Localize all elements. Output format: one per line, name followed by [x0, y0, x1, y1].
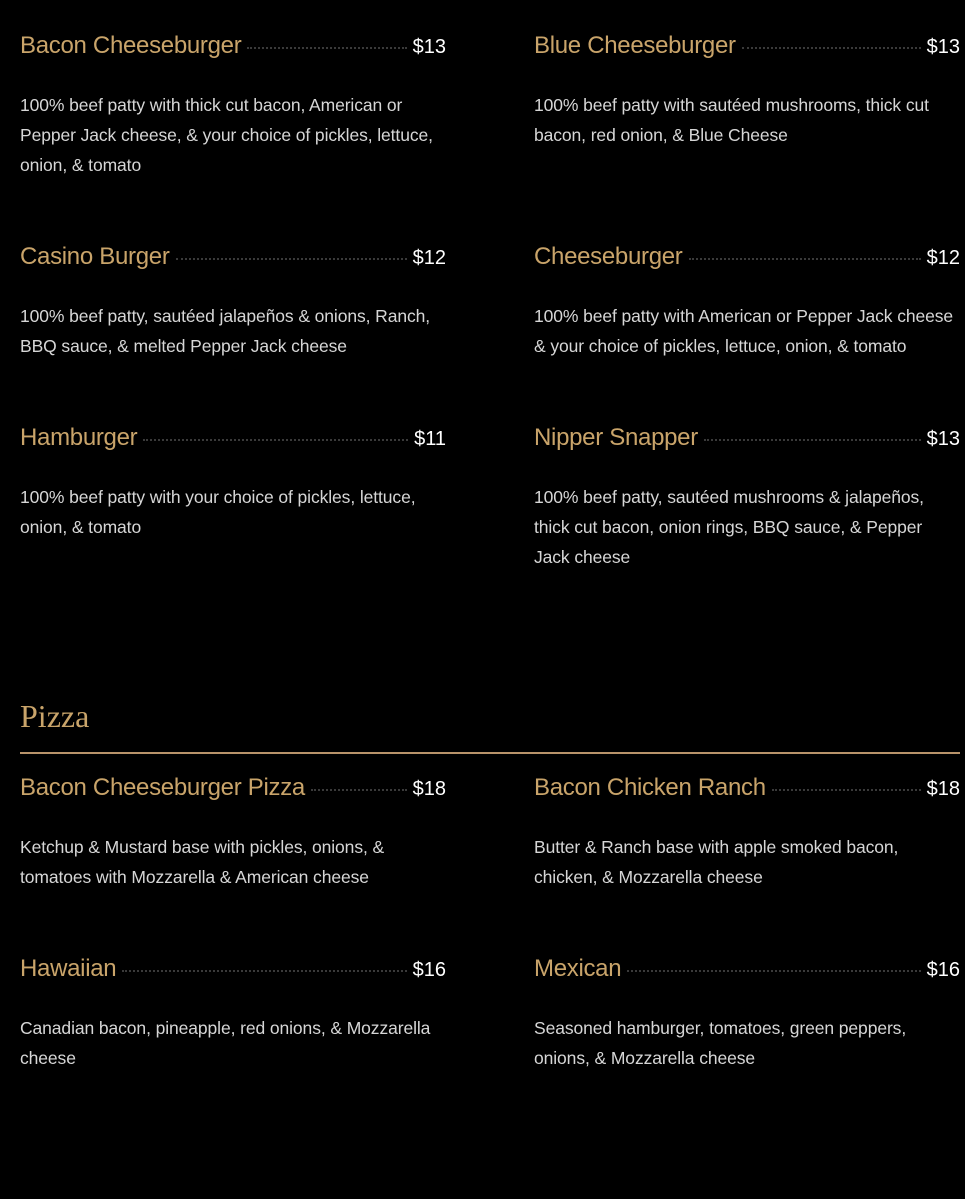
item-description: Ketchup & Mustard base with pickles, onions, & tomatoes with Mozzarella & American cheese — [20, 837, 385, 887]
item-description: Canadian bacon, pineapple, red onions, & Mozzarella cheese — [20, 1018, 431, 1068]
item-price: $13 — [926, 428, 960, 450]
menu-item-blue-cheeseburger — [534, 32, 960, 150]
dot-leader — [704, 439, 921, 441]
dot-leader — [122, 970, 406, 972]
item-price: $16 — [926, 959, 960, 981]
item-price: $18 — [926, 778, 960, 800]
item-name: Blue Cheeseburger — [534, 32, 736, 59]
item-description: Butter & Ranch base with apple smoked bacon, chicken, & Mozzarella cheese — [534, 837, 899, 887]
item-name: Casino Burger — [20, 243, 170, 270]
menu-item-bacon-chicken-ranch — [534, 774, 960, 892]
item-name: Bacon Chicken Ranch — [534, 774, 766, 801]
item-price: $11 — [414, 428, 446, 450]
item-description: 100% beef patty with sautéed mushrooms, thick cut bacon, red onion, & Blue Cheese — [534, 95, 929, 145]
dot-leader — [247, 47, 406, 49]
item-name: Mexican — [534, 955, 622, 982]
item-price: $13 — [412, 36, 446, 58]
item-description: 100% beef patty, sautéed jalapeños & onions, Ranch, BBQ sauce, & melted Pepper Jack cheese — [20, 306, 431, 356]
item-price: $12 — [926, 247, 960, 269]
menu-item-hawaiian — [20, 955, 446, 1073]
menu-item-bacon-cheeseburger-pizza — [20, 774, 446, 892]
item-price: $12 — [412, 247, 446, 269]
menu-item-bacon-cheeseburger — [20, 32, 446, 180]
menu-item-nipper-snapper — [534, 424, 960, 572]
item-description: 100% beef patty, sautéed mushrooms & jalapeños, thick cut bacon, onion rings, BBQ sauce, & Pepper Jack cheese — [534, 487, 924, 567]
menu-item-casino-burger — [20, 243, 446, 361]
menu-item-mexican — [534, 955, 960, 1073]
item-name: Bacon Cheeseburger — [20, 32, 242, 59]
item-name: Hamburger — [20, 424, 138, 451]
dot-leader — [176, 258, 407, 260]
dot-leader — [742, 47, 921, 49]
item-description: 100% beef patty with American or Pepper Jack cheese & your choice of pickles, lettuce, onion, & tomato — [534, 306, 954, 356]
dot-leader — [143, 439, 408, 441]
item-name: Nipper Snapper — [534, 424, 698, 451]
menu-item-cheeseburger — [534, 243, 960, 361]
item-name: Cheeseburger — [534, 243, 683, 270]
item-price: $13 — [926, 36, 960, 58]
item-name: Hawaiian — [20, 955, 117, 982]
dot-leader — [689, 258, 921, 260]
dot-leader — [311, 789, 407, 791]
section-title-pizza: Pizza — [20, 698, 90, 734]
item-price: $16 — [412, 959, 446, 981]
item-description: Seasoned hamburger, tomatoes, green peppers, onions, & Mozzarella cheese — [534, 1018, 907, 1068]
item-description: 100% beef patty with your choice of pickles, lettuce, onion, & tomato — [20, 487, 416, 537]
item-price: $18 — [412, 778, 446, 800]
item-name: Bacon Cheeseburger Pizza — [20, 774, 305, 801]
section-divider — [20, 752, 960, 754]
dot-leader — [627, 970, 920, 972]
dot-leader — [772, 789, 921, 791]
item-description: 100% beef patty with thick cut bacon, American or Pepper Jack cheese, & your choice of pickles, lettuce, onion, & tomato — [20, 95, 433, 175]
menu-item-hamburger — [20, 424, 446, 542]
